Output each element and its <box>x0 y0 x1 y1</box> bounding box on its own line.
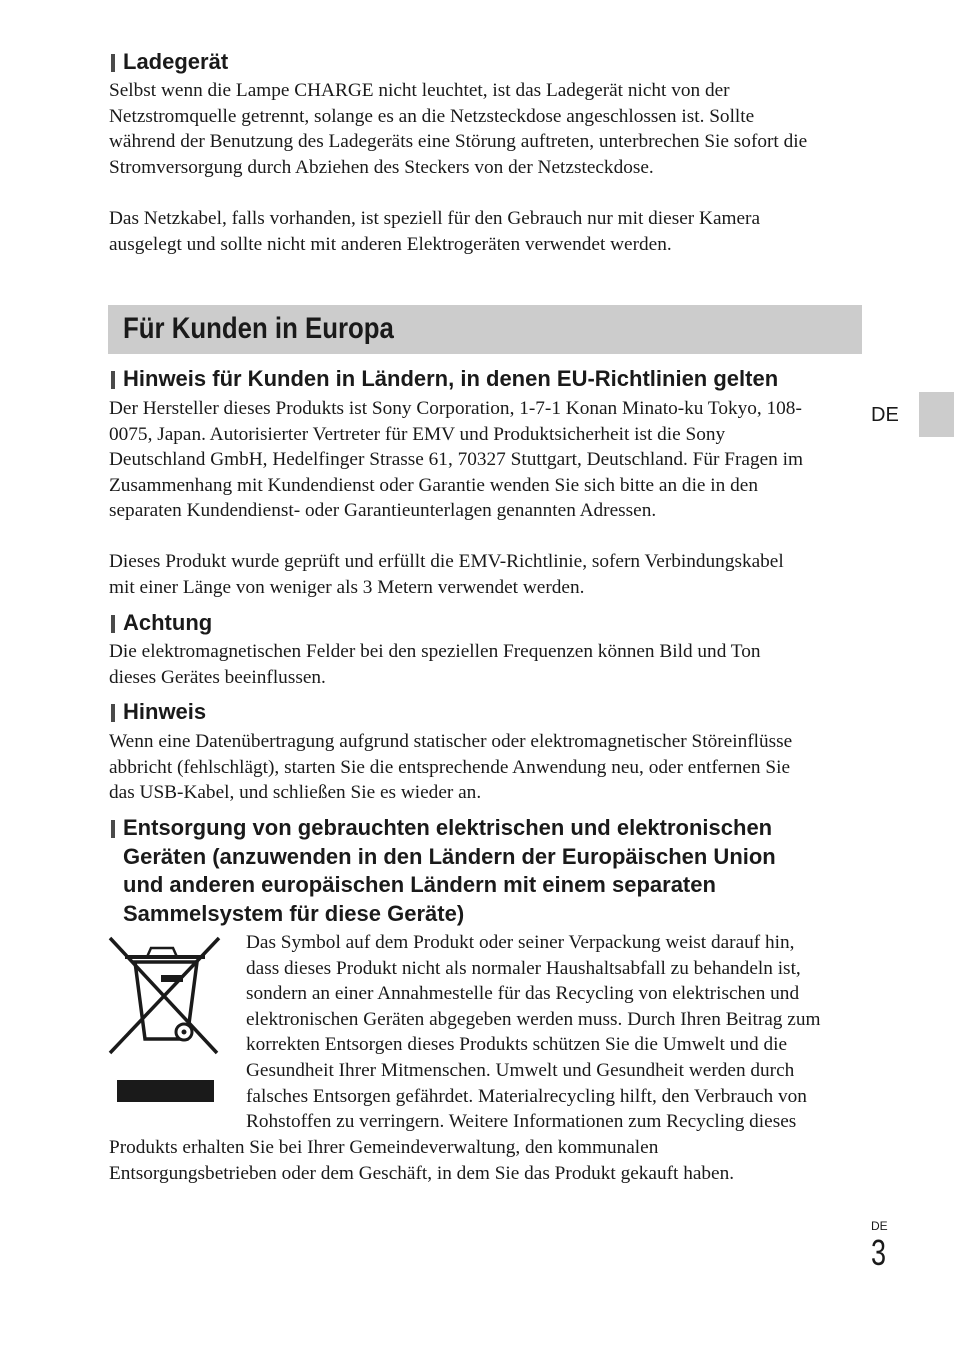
entsorgung-paragraph-side <box>246 930 820 1135</box>
heading-bar <box>111 820 115 838</box>
text-line: Deutschland GmbH, Hedelfinger Strasse 61, 70327 Stuttgart, Deutschland. Für Fragen im <box>109 449 804 471</box>
text-line: abbricht (fehlschlägt), starten Sie die entsprechende Anwendung neu, oder entfernen Sie <box>109 756 791 778</box>
text-line: mit einer Länge von weniger als 3 Metern verwendet werden. <box>109 576 585 598</box>
heading-line: und anderen europäischen Ländern mit einem separaten <box>123 872 716 897</box>
text-line: dieses Gerätes beeinflussen. <box>109 666 326 688</box>
heading-line: Geräten (anzuwenden in den Ländern der Europäischen Union <box>123 843 776 869</box>
language-label: DE <box>871 404 899 426</box>
text-line: Gesundheit Ihrer Mitmenschen. Umwelt und Gesundheit werden durch <box>246 1059 795 1081</box>
text-line: Die elektromagnetischen Felder bei den speziellen Frequenzen können Bild und Ton <box>109 641 761 662</box>
text-line: ausgelegt und sollte nicht mit anderen Elektrogeräten verwendet werden. <box>109 233 672 255</box>
hinweis-paragraph <box>109 729 792 806</box>
text-line: Dieses Produkt wurde geprüft und erfüllt die EMV-Richtlinie, sofern Verbindungskabel <box>109 551 784 572</box>
hinweis-eu-heading: Hinweis für Kunden in Ländern, in denen EU-Richtlinien gelten <box>123 366 779 391</box>
text-line: Wenn eine Datenübertragung aufgrund statischer oder elektromagnetischer Störeinflüsse <box>109 731 793 752</box>
heading-bar <box>111 371 115 389</box>
achtung-heading: Achtung <box>123 610 213 635</box>
text-line: Entsorgungsbetrieben oder dem Geschäft, in dem Sie das Produkt gekauft haben. <box>109 1162 735 1184</box>
page-language-label: DE <box>871 1219 888 1233</box>
text-line: Stromversorgung durch Abziehen des Steckers von der Netzsteckdose. <box>109 156 654 178</box>
heading-bar <box>111 54 115 72</box>
text-line: 0075, Japan. Autorisierter Vertreter für EMV und Produktsicherheit ist die Sony <box>109 423 726 445</box>
ladegeraet-paragraph-1 <box>109 78 807 180</box>
heading-line: Entsorgung von gebrauchten elektrischen und elektronischen <box>123 815 773 840</box>
text-line: Zusammenhang mit Kundendienst oder Garantie wenden Sie sich bitte an die in den <box>109 474 758 496</box>
text-line: dass dieses Produkt nicht als normaler Haushaltsabfall zu behandeln ist, <box>246 957 801 979</box>
text-line: während der Benutzung des Ladegeräts eine Störung auftreten, unterbrechen Sie sofort die <box>109 131 808 153</box>
heading-line: Sammelsystem für diese Geräte) <box>123 900 465 926</box>
text-line: Das Symbol auf dem Produkt oder seiner Verpackung weist darauf hin, <box>246 932 795 953</box>
text-line: das USB-Kabel, und schließen Sie es wieder an. <box>109 782 482 804</box>
text-line: Produkts erhalten Sie bei Ihrer Gemeindeverwaltung, den kommunalen <box>109 1137 659 1158</box>
text-line: falsches Entsorgen gefährdet. Materialrecycling hilft, den Verbrauch von <box>246 1085 807 1107</box>
section-title: Für Kunden in Europa <box>123 312 394 345</box>
text-line: sondern an einer Annahmestelle für das Recycling von elektrischen und <box>246 983 800 1005</box>
text-line: elektronischen Geräten abgegeben werden muss. Durch Ihren Beitrag zum <box>246 1008 821 1030</box>
entsorgung-paragraph-full <box>109 1135 734 1186</box>
heading-bar <box>111 704 115 722</box>
entsorgung-heading <box>123 814 776 928</box>
text-line: korrekten Entsorgen dieses Produkts schützen Sie die Umwelt und die <box>246 1034 788 1056</box>
text-line: Netzstromquelle getrennt, solange es an die Netzsteckdose angeschlossen ist. Sollte <box>109 105 755 127</box>
language-tab <box>919 392 954 437</box>
text-line: Der Hersteller dieses Produkts ist Sony Corporation, 1-7-1 Konan Minato-ku Tokyo, 108- <box>109 398 802 419</box>
section-banner <box>108 305 862 354</box>
hinweis-heading: Hinweis <box>123 699 207 724</box>
text-line: Rohstoffen zu verringern. Weitere Informationen zum Recycling dieses <box>246 1111 797 1133</box>
achtung-paragraph <box>109 639 761 690</box>
text-line: Das Netzkabel, falls vorhanden, ist speziell für den Gebrauch nur mit dieser Kamera <box>109 208 761 229</box>
ladegeraet-paragraph-2 <box>109 206 760 257</box>
heading-bar <box>111 615 115 633</box>
hinweis-eu-paragraph-1 <box>109 396 803 524</box>
text-line: separaten Kundendienst- oder Garantieunterlagen genannten Adressen. <box>109 500 657 522</box>
hinweis-eu-paragraph-2 <box>109 549 784 600</box>
ladegeraet-heading: Ladegerät <box>123 49 229 74</box>
crossed-out-wheelie-bin-icon <box>107 935 225 1105</box>
page-number: 3 <box>871 1232 887 1273</box>
text-line: Selbst wenn die Lampe CHARGE nicht leuchtet, ist das Ladegerät nicht von der <box>109 80 730 101</box>
